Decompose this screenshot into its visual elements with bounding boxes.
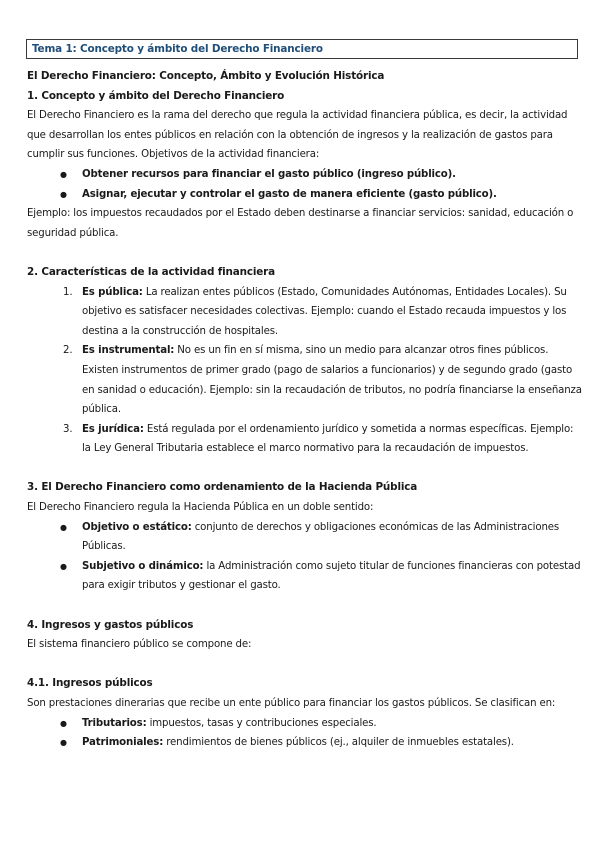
section-2-characteristics — [27, 283, 582, 459]
section-1-example: Ejemplo: los impuestos recaudados por el Estado deben destinarse a financiar servicios: sanidad, educación o seguridad pública. — [27, 208, 574, 239]
section-3-intro: El Derecho Financiero regula la Hacienda Pública en un doble sentido: — [27, 502, 374, 514]
page-header-title: Tema 1: Concepto y ámbito del Derecho Financiero — [32, 43, 323, 55]
document-title: El Derecho Financiero: Concepto, Ámbito y Evolución Histórica — [27, 70, 385, 82]
list-item: 1. Es pública: La realizan entes públicos (Estado, Comunidades Autónomas, Entidades Locales). Su objetivo es satisfacer necesidades colectivas. Ejemplo: cuando el Estado recauda impuestos y los destina a la construcción de hospitales. — [63, 286, 567, 337]
section-1-intro: El Derecho Financiero es la rama del derecho que regula la actividad financiera pública, es decir, la actividad que desarrollan los entes públicos en relación con la obtención de ingresos y la realización de gastos para cumplir sus funciones. Objetivos de la actividad financiera: — [27, 110, 568, 161]
list-item: ● Objetivo o estático: conjunto de derechos y obligaciones económicas de las Administraciones Públicas. — [27, 518, 582, 557]
list-item: ● Asignar, ejecutar y controlar el gasto de manera eficiente (gasto público). — [27, 185, 582, 205]
page-header — [26, 39, 578, 59]
section-4-intro: El sistema financiero público se compone de: — [27, 639, 252, 651]
section-1-heading: 1. Concepto y ámbito del Derecho Financiero — [27, 89, 285, 102]
section-1-objectives — [27, 165, 582, 204]
section-4-1-heading: 4.1. Ingresos públicos — [27, 677, 153, 690]
list-item: ● Patrimoniales: rendimientos de bienes públicos (ej., alquiler de inmuebles estatales). — [27, 733, 582, 753]
section-3-senses — [27, 518, 582, 596]
section-3-heading: 3. El Derecho Financiero como ordenamiento de la Hacienda Pública — [27, 481, 418, 494]
list-item: ● Obtener recursos para financiar el gasto público (ingreso público). — [27, 165, 582, 185]
list-item: ● Tributarios: impuestos, tasas y contribuciones especiales. — [27, 714, 582, 734]
document-body — [27, 67, 582, 753]
section-4-1-classification — [27, 714, 582, 753]
list-item: 2. Es instrumental: No es un fin en sí misma, sino un medio para alcanzar otros fines públicos. Existen instrumentos de primer grado (pago de salarios a funcionarios) y de segundo grado (gasto en sanidad o educación). Ejemplo: sin la recaudación de tributos, no podría financiarse la enseñanza pública. — [63, 345, 582, 416]
section-4-1-intro: Son prestaciones dinerarias que recibe un ente público para financiar los gastos públicos. Se clasifican en: — [27, 698, 556, 709]
list-item: ● Subjetivo o dinámico: la Administración como sujeto titular de funciones financieras con potestad para exigir tributos y gestionar el gasto. — [27, 557, 582, 596]
section-2-heading: 2. Características de la actividad financiera — [27, 265, 275, 278]
list-item: 3. Es jurídica: Está regulada por el ordenamiento jurídico y sometida a normas específicas. Ejemplo: la Ley General Tributaria establece el marco normativo para la recaudación de impuestos. — [63, 423, 574, 455]
section-4-heading: 4. Ingresos y gastos públicos — [27, 618, 194, 631]
